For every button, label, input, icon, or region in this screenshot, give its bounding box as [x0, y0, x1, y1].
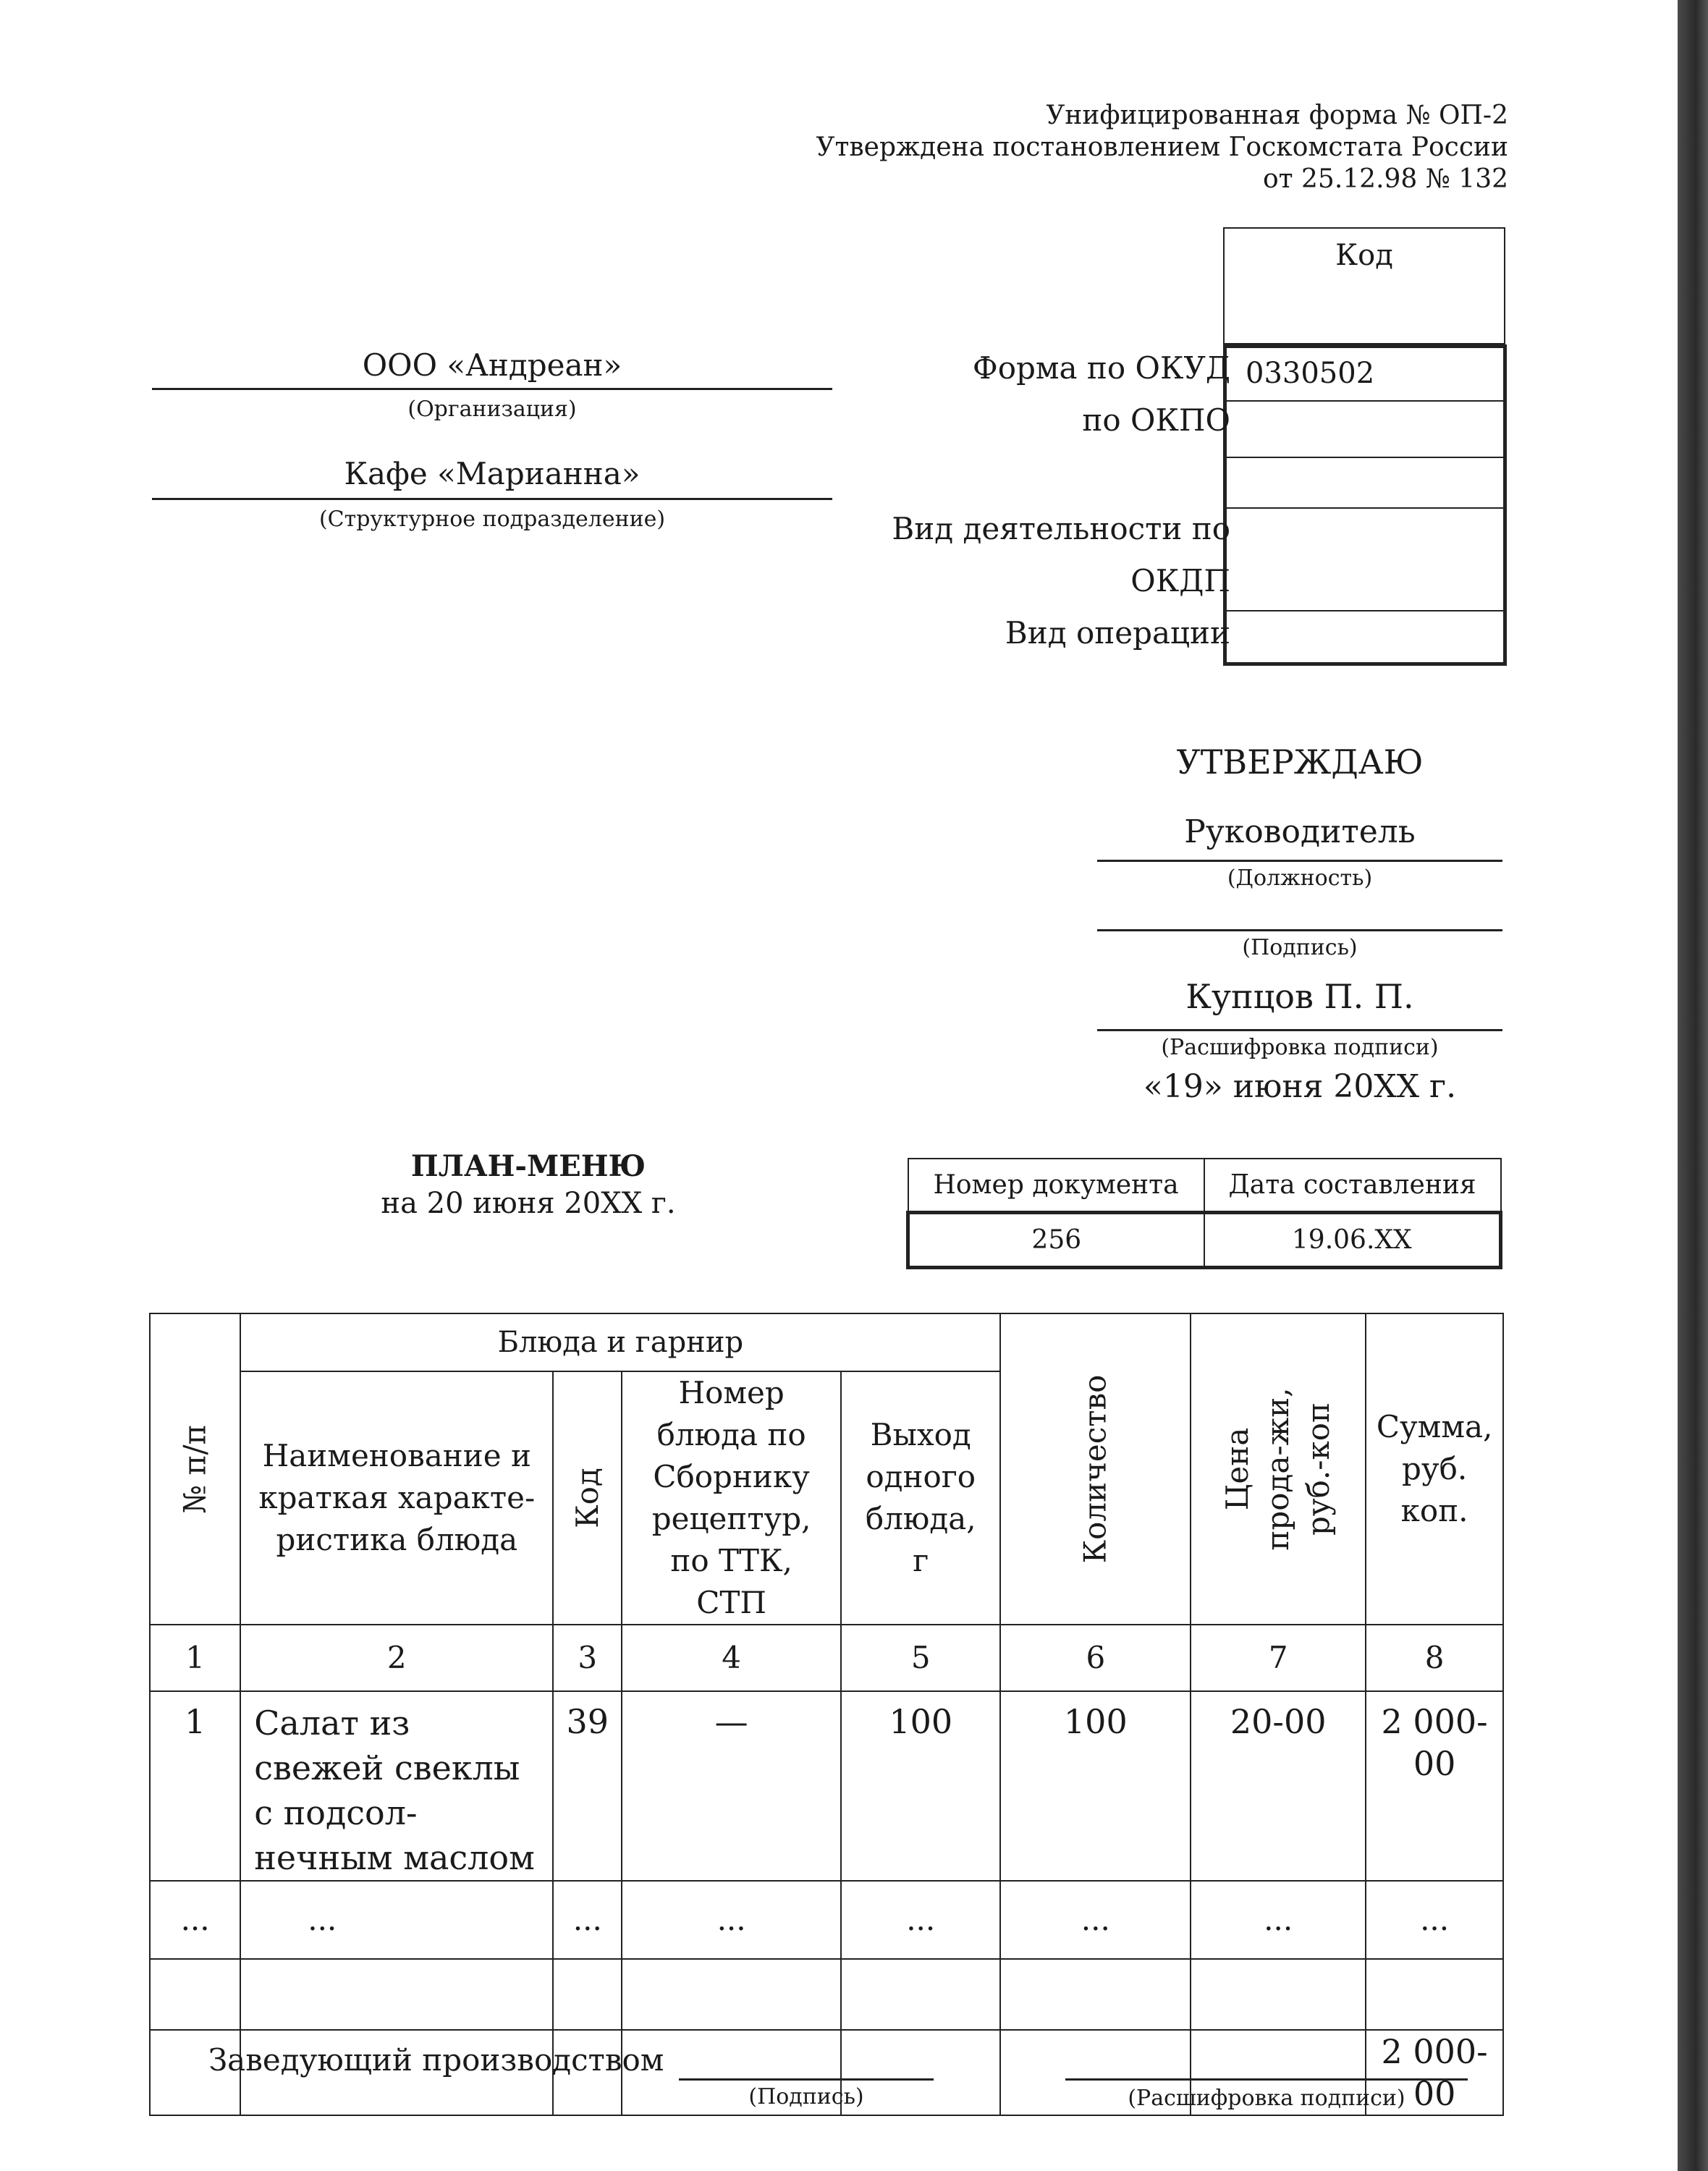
document-info-table	[906, 1158, 1502, 1269]
menu-table	[149, 1313, 1504, 2116]
row-1-recipe: —	[622, 1691, 841, 1881]
col-num-8: 8	[1366, 1625, 1503, 1691]
unit-caption: (Структурное подразделение)	[318, 507, 666, 532]
organization-name: ООО «Андреан»	[362, 347, 622, 383]
col-num-3: 3	[553, 1625, 622, 1691]
row-2-price: ...	[1191, 1881, 1366, 1959]
organization-caption: (Организация)	[407, 397, 577, 422]
code-values-box	[1223, 344, 1507, 666]
col-num-6: 6	[1000, 1625, 1191, 1691]
row-2-name: ...	[240, 1881, 553, 1959]
column-number-header	[150, 1313, 240, 1625]
approval-name: Купцов П. П.	[1185, 977, 1414, 1016]
row-1-code: 39	[553, 1691, 622, 1881]
total-sum: 2 000-00	[1366, 2030, 1503, 2115]
document-title: ПЛАН-МЕНЮ	[410, 1149, 646, 1183]
column-qty-header	[1000, 1313, 1191, 1625]
col-num-1: 1	[150, 1625, 240, 1691]
row-2-yield: ...	[841, 1881, 1000, 1959]
table-row	[150, 1959, 1503, 2030]
approval-signature-caption: (Подпись)	[1242, 935, 1358, 960]
row-2-num: ...	[150, 1881, 240, 1959]
column-price-header	[1191, 1313, 1366, 1625]
column-price-label: Цена прода-жи, руб.-коп	[1219, 1387, 1337, 1551]
code-title: Код	[1335, 239, 1393, 272]
col-num-5: 5	[841, 1625, 1000, 1691]
row-2-qty: ...	[1000, 1881, 1191, 1959]
col-num-4: 4	[622, 1625, 841, 1691]
code-header-cell	[1223, 227, 1505, 344]
form-header-line-1: Унифицированная форма № ОП-2	[1046, 101, 1508, 130]
manager-signature-caption: (Подпись)	[748, 2084, 864, 2109]
column-code-label: Код	[569, 1468, 605, 1528]
manager-label: Заведующий производством	[208, 2042, 664, 2078]
approval-position: Руководитель	[1184, 813, 1416, 850]
okud-label: Форма по ОКУД	[972, 350, 1230, 386]
okdp-label: ОКДП	[1130, 563, 1230, 598]
okpo-label: по ОКПО	[1082, 402, 1230, 438]
document-date-value: 19.06.ХХ	[1204, 1212, 1501, 1267]
column-code-header	[553, 1371, 622, 1625]
group-header: Блюда и гарнир	[240, 1313, 1000, 1371]
document-number-header: Номер документа	[908, 1159, 1204, 1212]
approval-position-caption: (Должность)	[1227, 866, 1373, 891]
row-2-sum: ...	[1366, 1881, 1503, 1959]
table-row	[150, 1881, 1503, 1959]
column-numbers-row	[150, 1625, 1503, 1691]
column-recipe-header: Номер блюда по Сборнику рецептур, по ТТК, СТП	[622, 1371, 841, 1625]
unit-name: Кафе «Марианна»	[344, 456, 640, 491]
document-date-header: Дата составления	[1204, 1159, 1501, 1212]
row-2-recipe: ...	[622, 1881, 841, 1959]
column-yield-header: Выход одного блюда, г	[841, 1371, 1000, 1625]
form-header-line-2: Утверждена постановлением Госкомстата России	[816, 132, 1508, 162]
row-1-price: 20-00	[1191, 1691, 1366, 1881]
column-number-label: № п/п	[177, 1424, 213, 1514]
row-1-yield: 100	[841, 1691, 1000, 1881]
column-name-header: Наименование и краткая характе-ристика блюда	[240, 1371, 553, 1625]
row-1-name: Салат из свежей свеклы с подсол-нечным маслом	[240, 1691, 553, 1881]
col-num-2: 2	[240, 1625, 553, 1691]
approval-title: УТВЕРЖДАЮ	[1176, 742, 1424, 782]
approval-date: «19» июня 20ХХ г.	[1143, 1068, 1457, 1105]
column-sum-header: Сумма, руб. коп.	[1366, 1313, 1503, 1625]
row-1-sum: 2 000-00	[1366, 1691, 1503, 1881]
document-subtitle: на 20 июня 20ХХ г.	[381, 1187, 676, 1220]
column-qty-label: Количество	[1077, 1374, 1113, 1564]
col-num-7: 7	[1191, 1625, 1366, 1691]
row-2-code: ...	[553, 1881, 622, 1959]
approval-name-caption: (Расшифровка подписи)	[1161, 1035, 1439, 1060]
form-header	[816, 100, 1508, 195]
row-1-num: 1	[150, 1691, 240, 1881]
okud-value: 0330502	[1246, 357, 1375, 390]
form-header-line-3: от 25.12.98 № 132	[1262, 164, 1508, 194]
row-1-qty: 100	[1000, 1691, 1191, 1881]
activity-label: Вид деятельности по	[892, 511, 1230, 546]
operation-label: Вид операции	[1005, 615, 1230, 651]
document-number-value: 256	[908, 1212, 1204, 1267]
manager-name-caption: (Расшифровка подписи)	[1128, 2086, 1405, 2111]
table-row	[150, 1691, 1503, 1881]
page-edge-shadow	[1678, 0, 1708, 2171]
